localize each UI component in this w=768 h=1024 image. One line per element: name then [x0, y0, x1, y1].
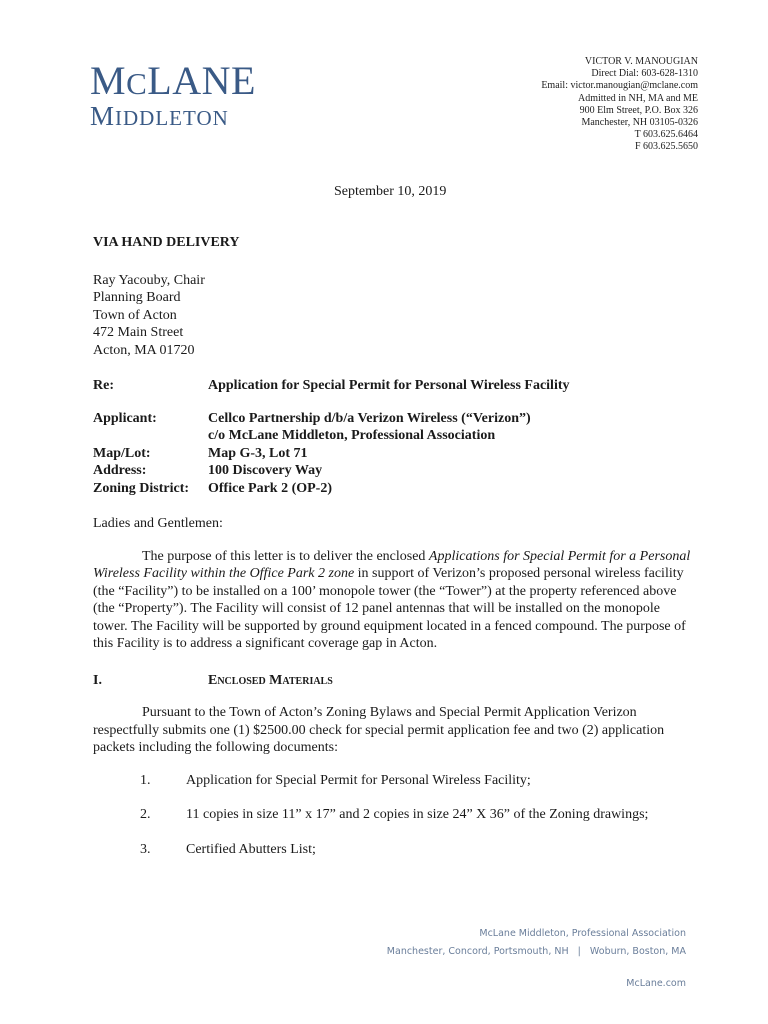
- list-item: 2. 11 copies in size 11” x 17” and 2 copies in size 24” X 36” of the Zoning drawings;: [140, 807, 649, 823]
- detail-row: Address: 100 Discovery Way: [93, 463, 323, 479]
- detail-row: Zoning District: Office Park 2 (OP-2): [93, 480, 333, 496]
- letterhead-contact: [541, 56, 698, 154]
- salutation: Ladies and Gentlemen:: [93, 516, 223, 532]
- letter-body: [93, 234, 695, 875]
- contact-email: Email: victor.manougian@mclane.com: [541, 80, 698, 92]
- contact-line: VICTOR V. MANOUGIAN: [584, 56, 698, 67]
- documents-list: [93, 772, 695, 859]
- recipient-address: Ray Yacouby, Chair Planning Board Town of Acton 472 Main Street Acton, MA 01720: [93, 272, 205, 358]
- list-item: 1. Application for Special Permit for Personal Wireless Facility;: [140, 772, 531, 788]
- mclane-logo: MCLANE MIDDLETON: [90, 58, 256, 131]
- footer-offices: Manchester, Concord, Portsmouth, NH | Woburn, Boston, MA: [386, 946, 686, 957]
- section-heading: I. Enclosed Materials: [93, 672, 333, 688]
- footer-firm: McLane Middleton, Professional Association: [479, 928, 686, 939]
- materials-paragraph: Pursuant to the Town of Acton’s Zoning Bylaws and Special Permit Application Verizon respectfully submits one (1) $2500.00 check for special permit application fee and two (2) application packets including the following documents:: [93, 705, 665, 756]
- delivery-method: VIA HAND DELIVERY: [93, 235, 240, 250]
- detail-row: c/o McLane Middleton, Professional Association: [208, 428, 496, 444]
- contact-line: Admitted in NH, MA and ME: [578, 92, 698, 104]
- list-item: 3. Certified Abutters List;: [140, 841, 316, 857]
- detail-row: Applicant: Cellco Partnership d/b/a Verizon Wireless (“Verizon”): [93, 410, 531, 426]
- contact-line: T 603.625.6464: [634, 129, 698, 141]
- letter-date: September 10, 2019: [334, 184, 447, 199]
- subject-block: [93, 377, 695, 497]
- contact-line: 900 Elm Street, P.O. Box 326: [579, 104, 698, 116]
- detail-row: Map/Lot: Map G-3, Lot 71: [93, 445, 308, 461]
- contact-line: F 603.625.5650: [634, 141, 698, 153]
- contact-line: Manchester, NH 03105-0326: [581, 117, 698, 129]
- footer-website[interactable]: McLane.com: [626, 978, 686, 989]
- letter-footer: [386, 925, 686, 989]
- purpose-paragraph: The purpose of this letter is to deliver the enclosed Applications for Special Permit for a Personal Wireless Facility within the Office Park 2 zone in support of Verizon’s proposed personal wireless facility (the “Facility”) to be installed on a 100’ monopole tower (the “Tower”) at the property referenced above (the “Property”). The Facility will consist of 12 panel antennas that will be installed on the monopole tower. The Facility will be supported by ground equipment located in a fenced compound. The purpose of this Facility is to address a significant coverage gap in Acton.: [93, 548, 691, 652]
- contact-line: Direct Dial: 603-628-1310: [591, 68, 698, 80]
- re-line: Re: Application for Special Permit for Personal Wireless Facility: [93, 378, 570, 394]
